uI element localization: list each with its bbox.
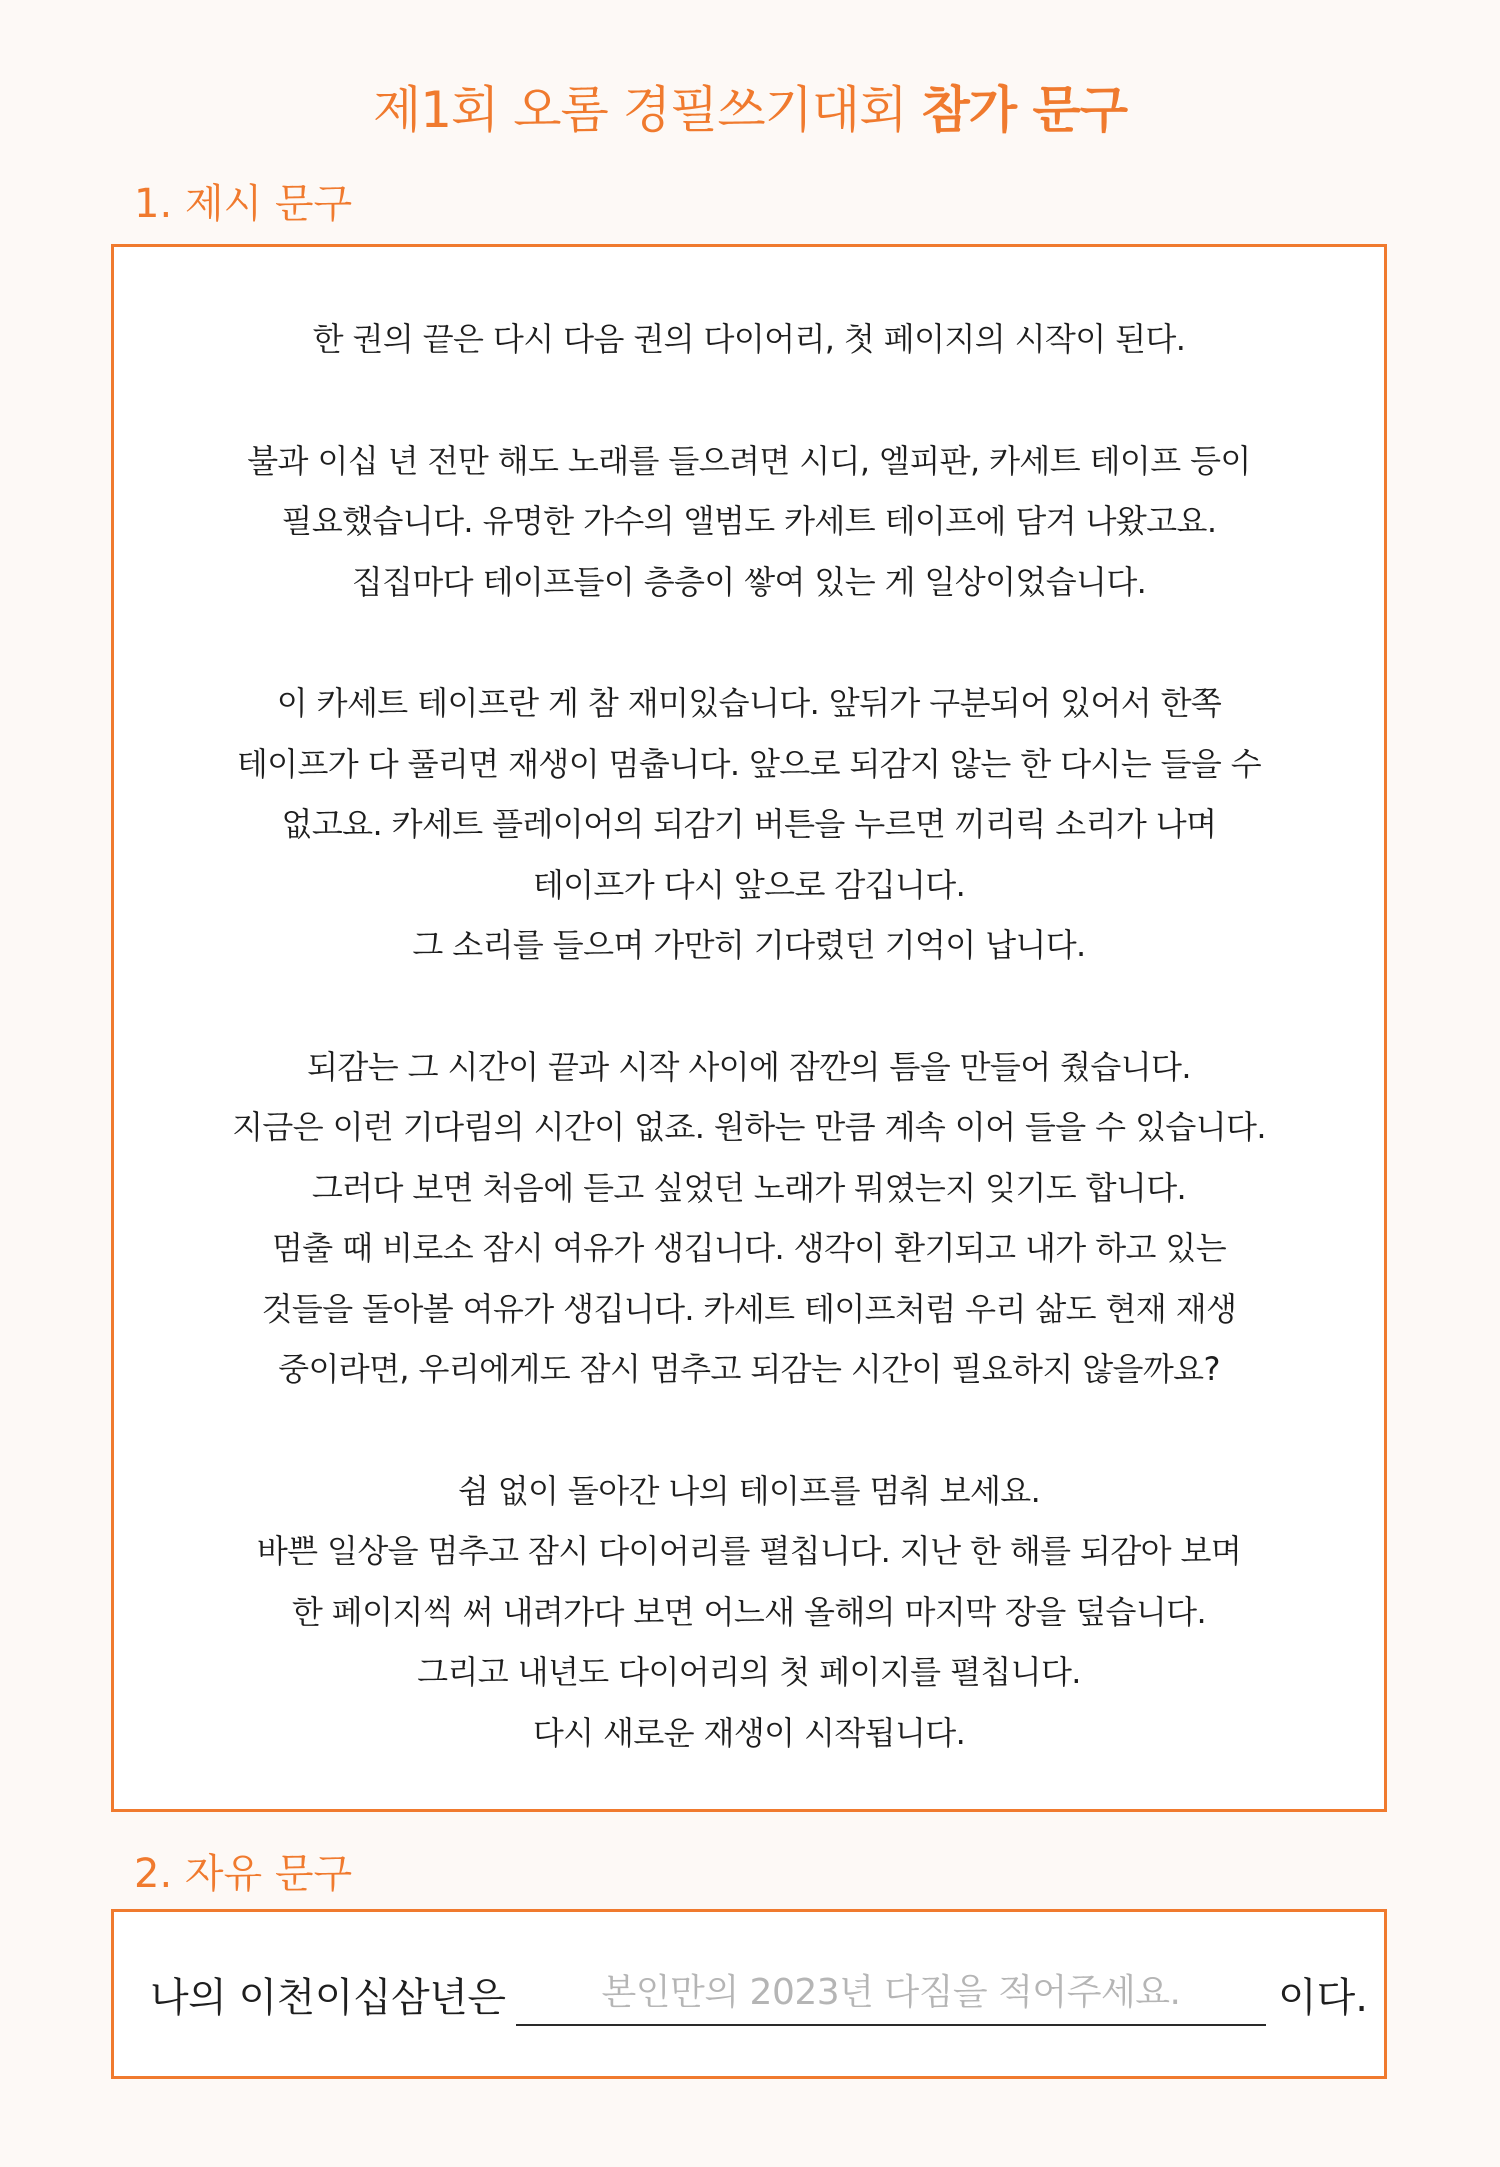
text-line: 지금은 이런 기다림의 시간이 없죠. 원하는 만큼 계속 이어 들을 수 있습니다. [232, 1108, 1266, 1146]
page-title [0, 78, 1500, 142]
text-line: 테이프가 다 풀리면 재생이 멈춥니다. 앞으로 되감지 않는 한 다시는 들을 수 [236, 744, 1262, 783]
text-line: 중이라면, 우리에게도 잠시 멈추고 되감는 시간이 필요하지 않을까요? [278, 1350, 1220, 1388]
text-line: 한 권의 끝은 다시 다음 권의 다이어리, 첫 페이지의 시작이 된다. [312, 320, 1186, 358]
resolution-input[interactable] [516, 1968, 1266, 2026]
paragraph [114, 431, 1384, 613]
free-text-suffix: 이다. [1278, 1975, 1368, 2021]
text-line: 바쁜 일상을 멈추고 잠시 다이어리를 펼칩니다. 지난 한 해를 되감아 보며 [256, 1532, 1242, 1570]
given-text-paragraphs [114, 309, 1384, 1824]
text-line: 이 카세트 테이프란 게 참 재미있습니다. 앞뒤가 구분되어 있어서 한쪽 [276, 684, 1222, 722]
text-line: 한 페이지씩 써 내려가다 보면 어느새 올해의 마지막 장을 덮습니다. [291, 1592, 1207, 1631]
page-title-main: 제1회 오롬 경필쓰기대회 [372, 81, 922, 139]
given-text-box [111, 244, 1387, 1812]
section-heading-given-text: 1. 제시 문구 [134, 181, 353, 227]
text-line: 집집마다 테이프들이 층층이 쌓여 있는 게 일상이었습니다. [351, 562, 1147, 601]
text-line: 테이프가 다시 앞으로 감깁니다. [532, 865, 966, 904]
paragraph [114, 309, 1384, 370]
text-line: 다시 새로운 재생이 시작됩니다. [532, 1713, 966, 1752]
free-text-prefix: 나의 이천이십삼년은 [150, 1975, 506, 2021]
text-line: 그 소리를 들으며 가만히 기다렸던 기억이 납니다. [412, 926, 1086, 964]
paragraph [114, 1461, 1384, 1764]
text-line: 불과 이십 년 전만 해도 노래를 들으려면 시디, 엘피판, 카세트 테이프 등이 [247, 441, 1251, 480]
text-line: 필요했습니다. 유명한 가수의 앨범도 카세트 테이프에 담겨 나왔고요. [281, 502, 1217, 540]
free-text-sentence [150, 1968, 1368, 2028]
text-line: 그러다 보면 처음에 듣고 싶었던 노래가 뭐였는지 잊기도 합니다. [311, 1168, 1187, 1207]
text-line: 그리고 내년도 다이어리의 첫 페이지를 펼칩니다. [417, 1653, 1081, 1691]
section-heading-free-text: 2. 자유 문구 [134, 1851, 353, 1897]
text-line: 멈출 때 비로소 잠시 여유가 생깁니다. 생각이 환기되고 내가 하고 있는 [271, 1229, 1227, 1267]
page-title-emphasis: 참가 문구 [921, 81, 1128, 139]
paragraph [114, 1037, 1384, 1400]
text-line: 없고요. 카세트 플레이어의 되감기 버튼을 누르면 끼리릭 소리가 나며 [281, 805, 1217, 843]
text-line: 쉼 없이 돌아간 나의 테이프를 멈춰 보세요. [457, 1471, 1041, 1510]
paragraph [114, 673, 1384, 976]
free-text-box [111, 1909, 1387, 2079]
text-line: 것들을 돌아볼 여유가 생깁니다. 카세트 테이프처럼 우리 삶도 현재 재생 [261, 1289, 1237, 1328]
text-line: 되감는 그 시간이 끝과 시작 사이에 잠깐의 틈을 만들어 줬습니다. [307, 1047, 1191, 1086]
